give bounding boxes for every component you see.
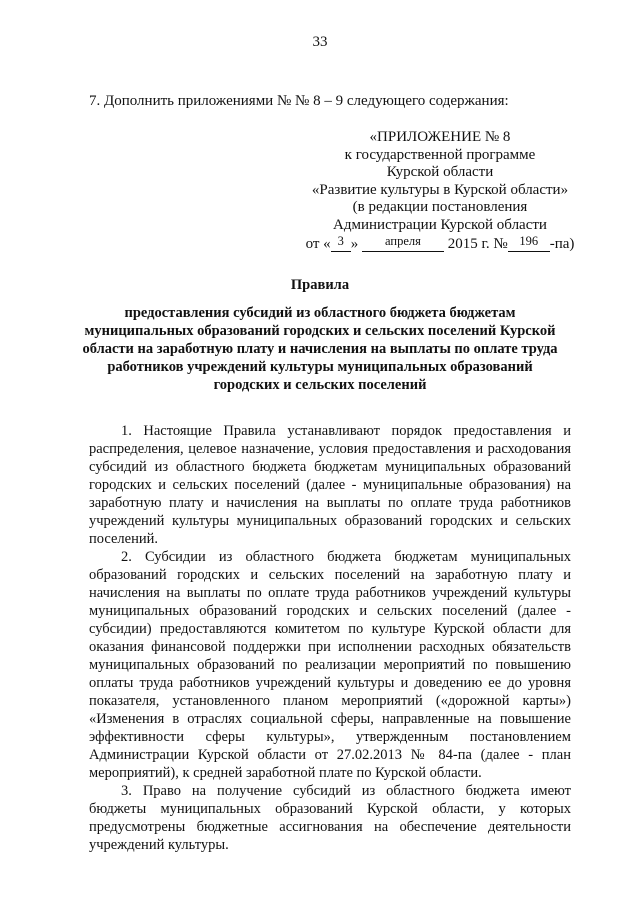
rules-title-line: муниципальных образований городских и сельских поселений Курской xyxy=(84,323,556,339)
appendix-line: Курской области xyxy=(386,164,494,180)
decree-number-field xyxy=(508,234,550,252)
date-suffix: -па) xyxy=(549,236,575,252)
rules-paragraph: 2. Субсидии из областного бюджета бюджетам муниципальных образований городских и сельских поселений на заработную плату и начисления на выплаты по оплате труда работников учреждений культуры муниципальных образований городских и сельских поселений (далее - субсидии) предоставляются комитетом по культуре Курской области для оказания финансовой поддержки при исполнении расходных обязательств муниципальных образований по реализации мероприятий по повышению оплаты труда работников учреждений культуры и доведению ее до уровня показателя, установленного планом мероприятий («дорожной карты») «Изменения в отраслях социальной сферы, направленные на повышение эффективности сферы культуры», утвержденным постановлением Администрации Курской области от 27.02.2013 № 84-па (далее - план мероприятий), к средней заработной плате по Курской области. xyxy=(89,549,571,781)
rules-paragraph: 1. Настоящие Правила устанавливают порядок предоставления и распределения, целевое назначение, условия предоставления и расходования субсидий из областного бюджета бюджетам муниципальных образований городских и сельских поселений (далее - муниципальные образования) на заработную плату и начисления на выплаты по оплате труда работников учреждений культуры муниципальных образований городских и сельских поселений. xyxy=(89,423,571,547)
amendment-intro: 7. Дополнить приложениями № № 8 – 9 следующего содержания: xyxy=(89,93,509,109)
date-year: 2015 г. № xyxy=(447,236,508,252)
rules-paragraph: 3. Право на получение субсидий из областного бюджета имеют бюджеты муниципальных образований Курской области, у которых предусмотрены бюджетные ассигнования на обеспечение деятельности учреждений культуры. xyxy=(89,783,571,853)
appendix-header xyxy=(290,129,590,254)
rules-title-line: области на заработную плату и начисления на выплаты по оплате труда xyxy=(82,341,558,357)
rules-body xyxy=(89,422,571,854)
date-day: 3 xyxy=(337,234,344,248)
date-prefix: от « xyxy=(305,236,331,252)
appendix-line: к государственной программе xyxy=(344,146,536,163)
appendix-line: «Развитие культуры в Курской области» xyxy=(311,181,569,198)
rules-title-line: предоставления субсидий из областного бюджета бюджетам xyxy=(124,305,516,321)
rules-title-line: работников учреждений культуры муниципальных образований xyxy=(107,359,533,375)
appendix-line: (в редакции постановления xyxy=(352,199,528,215)
page-number: 33 xyxy=(312,34,328,50)
rules-heading: Правила xyxy=(290,277,350,293)
date-month: апреля xyxy=(385,234,421,248)
date-month-field xyxy=(362,234,444,252)
rules-title xyxy=(60,276,580,394)
appendix-date-line xyxy=(290,234,590,254)
date-day-field xyxy=(331,234,351,252)
appendix-title: «ПРИЛОЖЕНИЕ № 8 xyxy=(369,129,511,145)
date-separator: » xyxy=(350,236,359,252)
rules-title-line: городских и сельских поселений xyxy=(213,377,427,393)
appendix-line: Администрации Курской области xyxy=(333,216,547,233)
decree-number: 196 xyxy=(519,234,539,248)
